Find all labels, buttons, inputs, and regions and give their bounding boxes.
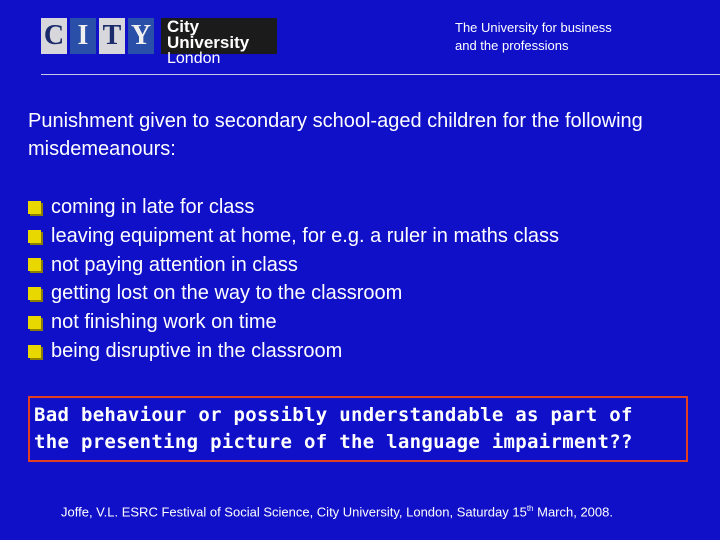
intro-text: Punishment given to secondary school-aged children for the following misdemeanours: [28, 110, 643, 160]
list-item-text: getting lost on the way to the classroom [51, 282, 403, 305]
city-university-logo [41, 17, 277, 67]
list-item [28, 279, 559, 308]
list-item [28, 308, 559, 337]
logo-line1: City University [167, 17, 250, 52]
citation-superscript: th [526, 504, 534, 513]
list-item-text: not paying attention in class [51, 253, 298, 276]
list-item [28, 193, 559, 222]
logo-letter-t: T [99, 18, 125, 54]
bullet-icon [28, 345, 41, 358]
tagline-line1: The University for business [455, 20, 612, 35]
callout-box [28, 396, 688, 462]
bullet-icon [28, 201, 41, 214]
bullet-icon [28, 287, 41, 300]
bullet-icon [28, 258, 41, 271]
bullet-icon [28, 230, 41, 243]
logo-wordmark [161, 17, 277, 67]
tagline-line2: and the professions [455, 38, 569, 53]
bullet-icon [28, 316, 41, 329]
list-item-text: being disruptive in the classroom [51, 339, 343, 362]
tagline [455, 19, 612, 55]
logo-letter-c: C [41, 18, 67, 54]
misdemeanour-list [28, 193, 559, 366]
header-divider [41, 74, 720, 75]
list-item-text: leaving equipment at home, for e.g. a ruler in maths class [51, 224, 560, 247]
citation [61, 504, 613, 519]
logo-line2: London [167, 50, 221, 67]
list-item [28, 222, 559, 251]
list-item [28, 251, 559, 280]
list-item-text: not finishing work on time [51, 311, 277, 334]
callout-line2: the presenting picture of the language impairment?? [34, 431, 633, 453]
callout-line1: Bad behaviour or possibly understandable as part of [34, 404, 633, 426]
list-item [28, 337, 559, 366]
logo-letter-i: I [70, 18, 96, 54]
citation-text-end: March, 2008. [533, 504, 613, 520]
logo-letter-y: Y [128, 18, 154, 54]
list-item-text: coming in late for class [51, 196, 255, 218]
citation-text: Joffe, V.L. ESRC Festival of Social Science, City University, London, Saturday 15 [61, 504, 527, 520]
